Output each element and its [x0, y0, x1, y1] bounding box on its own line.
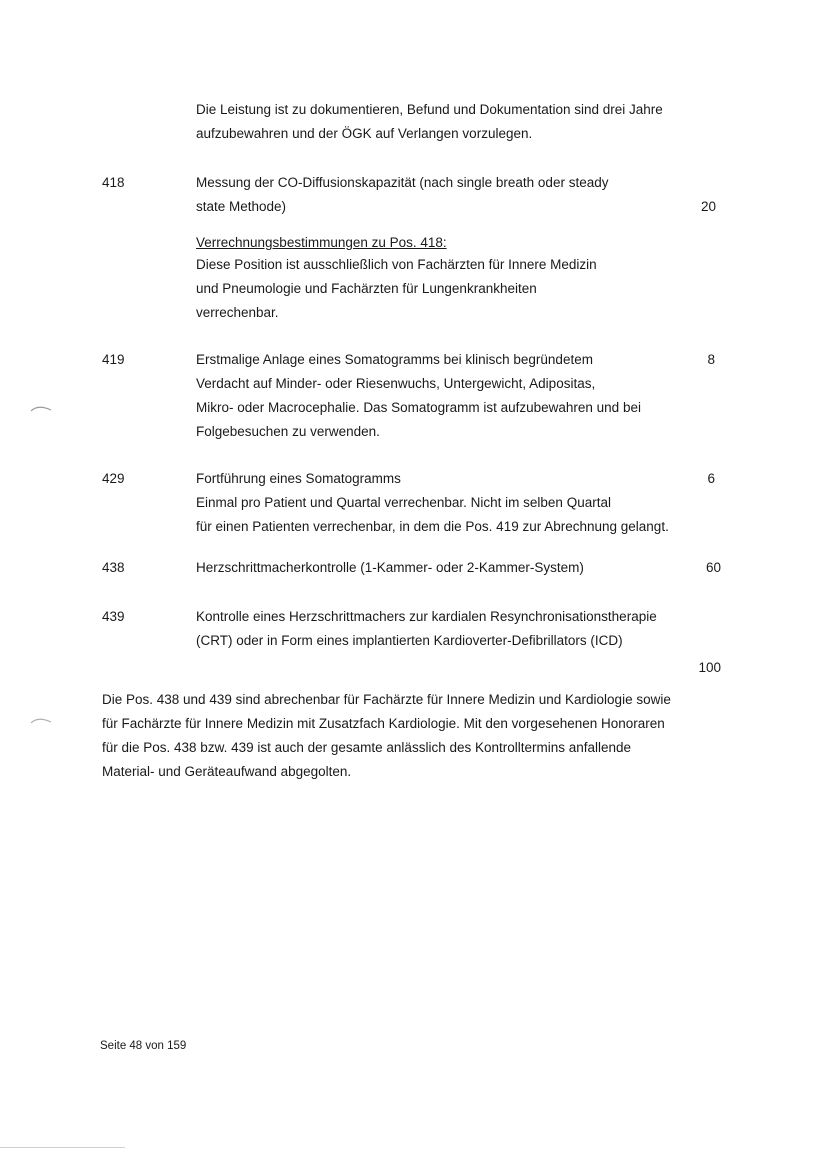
- position-description: Erstmalige Anlage eines Somatogramms bei klinisch begründetem: [196, 352, 593, 367]
- note-line: Material- und Geräteaufwand abgegolten.: [102, 764, 352, 779]
- position-description: Messung der CO-Diffusionskapazität (nach single breath oder steady: [196, 175, 609, 190]
- position-description: Fortführung eines Somatogramms: [196, 471, 401, 486]
- punch-hole-mark: [30, 404, 52, 412]
- position-points: 20: [700, 199, 716, 214]
- position-description: Folgebesuchen zu verwenden.: [196, 424, 380, 439]
- note-line: Die Pos. 438 und 439 sind abrechenbar für Fachärzte für Innere Medizin und Kardiologie sowie: [102, 692, 671, 707]
- position-code: 419: [102, 352, 125, 367]
- position-code: 429: [102, 471, 125, 486]
- position-points: 8: [707, 352, 715, 367]
- intro-line: aufzubewahren und der ÖGK auf Verlangen vorzulegen.: [196, 126, 533, 141]
- position-points: 60: [705, 560, 721, 575]
- position-description: Verdacht auf Minder- oder Riesenwuchs, Untergewicht, Adipositas,: [196, 376, 596, 391]
- note-line: für Fachärzte für Innere Medizin mit Zusatzfach Kardiologie. Mit den vorgesehenen Honoraren: [102, 716, 665, 731]
- billing-rules-heading: Verrechnungsbestimmungen zu Pos. 418:: [196, 235, 447, 250]
- position-points: 6: [707, 471, 715, 486]
- position-description: für einen Patienten verrechenbar, in dem die Pos. 419 zur Abrechnung gelangt.: [196, 519, 669, 534]
- billing-rules-text: verrechenbar.: [196, 305, 279, 320]
- intro-line: Die Leistung ist zu dokumentieren, Befund und Dokumentation sind drei Jahre: [196, 102, 663, 117]
- position-description: state Methode): [196, 199, 287, 214]
- note-line: für die Pos. 438 bzw. 439 ist auch der gesamte anlässlich des Kontrolltermins anfallende: [102, 740, 632, 755]
- position-code: 438: [102, 560, 125, 575]
- page-number: Seite 48 von 159: [100, 1040, 187, 1052]
- position-description: Mikro- oder Macrocephalie. Das Somatogramm ist aufzubewahren und bei: [196, 400, 641, 415]
- billing-rules-text: Diese Position ist ausschließlich von Fachärzten für Innere Medizin: [196, 257, 597, 272]
- position-description: (CRT) oder in Form eines implantierten Kardioverter-Defibrillators (ICD): [196, 633, 623, 648]
- position-code: 418: [102, 175, 125, 190]
- position-code: 439: [102, 609, 125, 624]
- punch-hole-mark: [30, 716, 52, 724]
- position-description: Herzschrittmacherkontrolle (1-Kammer- oder 2-Kammer-System): [196, 560, 584, 575]
- position-description: Einmal pro Patient und Quartal verrechenbar. Nicht im selben Quartal: [196, 495, 611, 510]
- position-description: Kontrolle eines Herzschrittmachers zur kardialen Resynchronisationstherapie: [196, 609, 657, 624]
- scan-edge-line: [0, 1147, 125, 1148]
- position-points: 100: [698, 660, 721, 675]
- billing-rules-text: und Pneumologie und Fachärzten für Lungenkrankheiten: [196, 281, 537, 296]
